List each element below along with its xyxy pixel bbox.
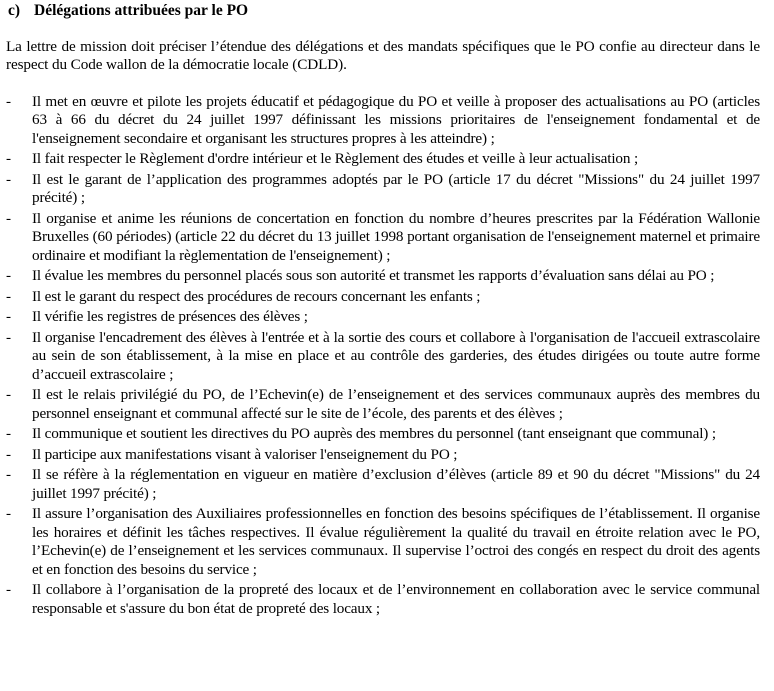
document-page <box>6 0 760 620</box>
bullet-dash: - <box>6 466 11 484</box>
list-item <box>6 386 760 423</box>
list-item-text: Il assure l’organisation des Auxiliaires professionnelles en fonction des besoins spécifiques de l’établissement. Il organise les horaires et définit les tâches respectives. Il évalue régulièrement la qualité du travail en étroite relation avec le PO, l’Echevin(e) de l’enseignement et les services communaux. Il supervise l’octroi des congés en respect du droit des agents et en fonction des besoins du service ; <box>32 505 760 578</box>
intro-paragraph: La lettre de mission doit préciser l’étendue des délégations et des mandats spécifiques que le PO confie au directeur dans le respect du Code wallon de la démocratie locale (CDLD). <box>6 38 760 74</box>
list-item-text: Il collabore à l’organisation de la propreté des locaux et de l’environnement en collaboration avec le service communal responsable et s'assure du bon état de propreté des locaux ; <box>32 581 760 617</box>
list-item-text: Il évalue les membres du personnel placés sous son autorité et transmet les rapports d’évaluation sans délai au PO ; <box>32 267 715 285</box>
list-item <box>6 446 760 465</box>
list-item <box>6 308 760 327</box>
list-item-text: Il met en œuvre et pilote les projets éducatif et pédagogique du PO et veille à proposer des actualisations au PO (articles 63 à 66 du décret du 24 juillet 1997 définissant les missions prioritaires de l'enseignement fondamental et de l'enseignement secondaire et organisant les structures propres à les atteindre) ; <box>32 92 760 147</box>
list-item <box>6 581 760 618</box>
list-item-text: Il est le relais privilégié du PO, de l’Echevin(e) de l’enseignement et des services communaux auprès des membres du personnel enseignant et communal affecté sur le site de l’école, des parents et des élèves ; <box>32 386 760 422</box>
section-letter: c) <box>8 2 21 19</box>
bullet-dash: - <box>6 445 11 463</box>
list-item <box>6 505 760 579</box>
list-item-text: Il organise l'encadrement des élèves à l'entrée et à la sortie des cours et collabore à l'organisation de l'accueil extrascolaire au sein de son établissement, à la mise en place et au contrôle des garderies, des études dirigées ou toute autre forme d’accueil extrascolaire ; <box>32 328 760 383</box>
list-item <box>6 425 760 444</box>
list-item <box>6 93 760 149</box>
bullet-dash: - <box>6 425 11 443</box>
section-title: Délégations attribuées par le PO <box>34 2 249 19</box>
bullet-dash: - <box>6 386 11 404</box>
bullet-dash: - <box>6 328 11 346</box>
list-item-text: Il fait respecter le Règlement d'ordre intérieur et le Règlement des études et veille à leur actualisation ; <box>32 150 639 168</box>
list-item-text: Il se réfère à la réglementation en vigueur en matière d’exclusion d’élèves (article 89 et 90 du décret "Missions" du 24 juillet 1997 précité) ; <box>32 466 760 502</box>
list-item <box>6 210 760 266</box>
list-item-text: Il participe aux manifestations visant à valoriser l'enseignement du PO ; <box>32 445 458 463</box>
bullet-dash: - <box>6 150 11 168</box>
list-item <box>6 466 760 503</box>
list-item <box>6 267 760 286</box>
bullet-dash: - <box>6 170 11 188</box>
list-item <box>6 171 760 208</box>
list-item-text: Il est le garant du respect des procédures de recours concernant les enfants ; <box>32 287 481 305</box>
bullet-dash: - <box>6 308 11 326</box>
bullet-dash: - <box>6 505 11 523</box>
bullet-dash: - <box>6 267 11 285</box>
section-heading <box>6 2 760 20</box>
list-item <box>6 150 760 169</box>
list-item-text: Il organise et anime les réunions de concertation en fonction du nombre d’heures prescrites par la Fédération Wallonie Bruxelles (60 périodes) (article 22 du décret du 13 juillet 1998 portant organisation de l'enseignement maternel et primaire ordinaire et modifiant la règlementation de l'enseignement) ; <box>32 209 760 264</box>
bullet-dash: - <box>6 92 11 110</box>
bullet-dash: - <box>6 209 11 227</box>
list-item <box>6 288 760 307</box>
bullet-dash: - <box>6 287 11 305</box>
list-item <box>6 329 760 385</box>
bullet-dash: - <box>6 581 11 599</box>
list-item-text: Il est le garant de l’application des programmes adoptés par le PO (article 17 du décret "Missions" du 24 juillet 1997 précité) ; <box>32 170 760 207</box>
list-item-text: Il communique et soutient les directives du PO auprès des membres du personnel (tant enseignant que communal) ; <box>32 425 716 443</box>
delegation-list <box>6 93 760 619</box>
list-item-text: Il vérifie les registres de présences des élèves ; <box>32 308 308 326</box>
